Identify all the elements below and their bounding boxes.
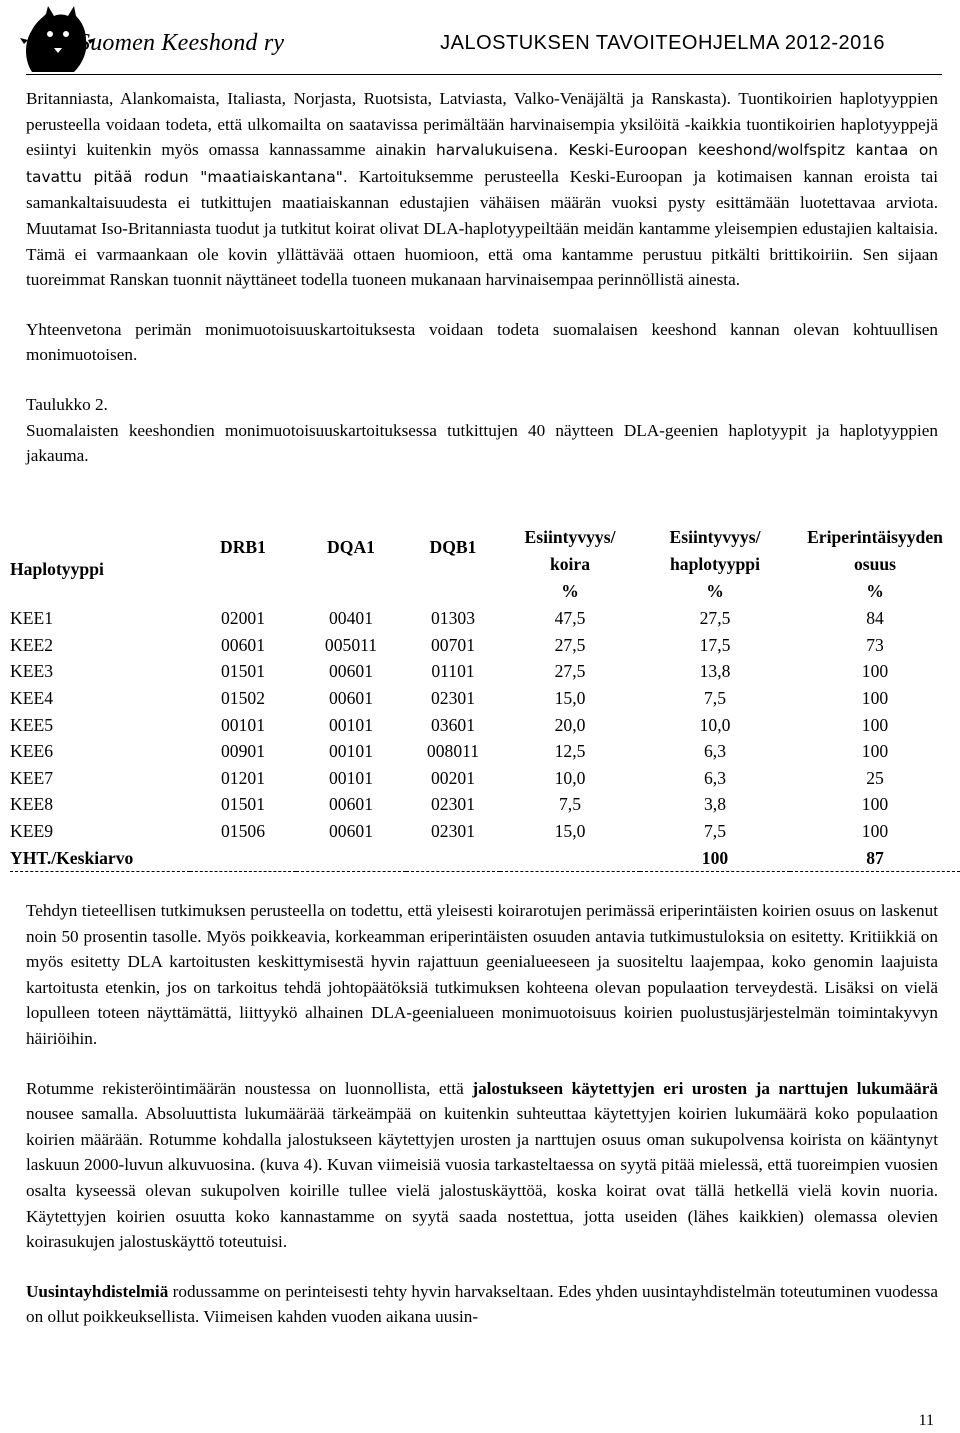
- table-row: KEE8 01501 00601 02301 7,5 3,8 100: [10, 794, 889, 815]
- table-row: KEE7 01201 00101 00201 10,0 6,3 25: [10, 767, 884, 788]
- paragraph-research: Tehdyn tieteellisen tutkimuksen perusteella on todettu, että yleisesti koirarotujen perimässä eriperintäisten koirien osuus on laskenut noin 50 prosentin tasolle. Myös poikkeavia, korkeamman eriperintäisten osuuden antavia tutkimustuloksia on esitetty. Kritiikkiä on myös esitetty DLA kartoitusten keskittymisestä hyvin rajattuun geenialueeseen ja suositeltu laajempaa, koko genomin laajuista kartoitusta etenkin, jos on tarkoitus tehdä johtopäätöksiä tutkimuksen kohteena olevan populaation terveydestä. Lisäksi on vielä lopulleen toteen näyttämättä, liittyykö alhainen DLA-geenialueen monimuotoisuus koirien puolustusjärjestelmän toimintakyvyn häiriöihin.: [26, 901, 938, 1048]
- table-caption-text: Suomalaisten keeshondien monimuotoisuuskartoituksessa tutkittujen 40 näytteen DLA-geenien haplotyypit ja haplotyyppien jakauma.: [26, 420, 938, 466]
- col-header-drb1: DRB1: [220, 537, 266, 557]
- table-caption-label: Taulukko 2.: [26, 394, 108, 414]
- col-header-frequency-haplotype: Esiintyvyys/ haplotyyppi %: [669, 527, 761, 601]
- table-row: KEE2 00601 005011 00701 27,5 17,5 73: [10, 634, 884, 655]
- paragraph-breeding-numbers: Rotumme rekisteröintimäärän noustessa on luonnollista, että jalostukseen käytettyjen eri urosten ja narttujen lukumäärä nousee samalla. Absoluuttista lukumäärää tärkeämpää on kuitenkin suhteuttaa käytettyjen koirien lukumäärä koko populaation koirien määrään. Rotumme kohdalla jalostukseen käytettyjen urosten ja narttujen osuus oman sukupolvensa koirista on kääntynyt laskuun 2000-luvun alkuvuosina. (kuva 4). Kuvan viimeisiä vuosia tarkasteltaessa on syytä pitää mielessä, että tuoreimpien vuosien osalta kyseessä olevan sukupolven koirille tullee vielä jalostuskäyttöä, koska koirat ovat tällä hetkellä vielä kovin nuoria. Käytettyjen koirien osuutta koko kannastamme on syytä saada nostettua, jotta useiden (lähes kaikkien) olemassa olevien koirasukujen jalostuskäyttö toteutuisi.: [26, 1078, 938, 1252]
- document-title: JALOSTUKSEN TAVOITEOHJELMA 2012-2016: [440, 32, 885, 54]
- page-header: [0, 0, 960, 80]
- table-summary-row: [10, 844, 960, 871]
- table-row: KEE4 01502 00601 02301 15,0 7,5 100: [10, 688, 889, 709]
- col-header-dqa1: DQA1: [327, 537, 375, 557]
- col-header-frequency-dog: Esiintyvyys/ koira %: [524, 527, 616, 601]
- table-header-row: [10, 524, 960, 605]
- summary-haplotype-total: 100: [640, 844, 790, 871]
- table-row: KEE5 00101 00101 03601 20,0 10,0 100: [10, 714, 889, 735]
- page-number: 11: [918, 1412, 934, 1429]
- summary-label: YHT./Keskiarvo: [10, 844, 190, 871]
- document-body-lower: [26, 898, 938, 1330]
- dla-haplotype-table: [10, 524, 960, 872]
- col-header-dqb1: DQB1: [429, 537, 477, 557]
- logo-text: Suomen Keeshond ry: [78, 30, 285, 56]
- table-row: KEE3 01501 00601 01101 27,5 13,8 100: [10, 661, 889, 682]
- col-header-haplotype: Haplotyyppi: [10, 559, 104, 579]
- paragraph-import-dogs: Britanniasta, Alankomaista, Italiasta, Norjasta, Ruotsista, Latviasta, Valko-Venäjältä ja Ranskasta). Tuontikoirien haplotyyppien perusteella voidaan todeta, että ulkomailta on saatavissa perimältään harvinaisempia yksilöitä -kaikkia tuontikoirien haplotyyppejä esiintyi kuitenkin myös omassa kannassamme ainakin harvalukuisena. Keski-Euroopan keeshond/wolfspitz kantaa on tavattu pitää rodun "maatiaiskantana". Kartoituksemme perusteella Keski-Euroopan ja kotimaisen kannan eroista tai samankaltaisuudesta ei tutkittujen maatiaiskannan edustajien vähäisen määrän vuoksi pysty esittämään luotettavaa arviota. Muutamat Iso-Britanniasta tuodut ja tutkitut koirat olivat DLA-haplotyypeiltään meidän kantamme yleisempien edustajien kaltaisia. Tämä ei varmaankaan ole kovin yllättävää ottaen huomioon, että oma kantamme perustuu pitkälti brittikoiriin. Sen sijaan tuoreimmat Ranskan tuonnit näyttäneet todella tuoneen mukanaan harvinaisempaa perinnöllistä ainesta.: [26, 89, 939, 290]
- table-row: KEE6 00901 00101 008011 12,5 6,3 100: [10, 741, 889, 762]
- paragraph-summary: Yhteenvetona perimän monimuotoisuuskartoituksesta voidaan todeta suomalaisen keeshond kannan olevan kohtuullisen monimuotoisen.: [26, 319, 938, 365]
- summary-heterozygosity-mean: 87: [790, 844, 960, 871]
- table-row: KEE1 02001 00401 01303 47,5 27,5 84: [10, 608, 884, 629]
- col-header-heterozygosity: Eriperintäisyyden osuus %: [807, 527, 943, 601]
- paragraph-repeat-matings: Uusintayhdistelmiä rodussamme on perinteisesti tehty hyvin harvakseltaan. Edes yhden uusintayhdistelmän toteutuminen vuodessa on ollut poikkeuksellista. Viimeisen kahden vuoden aikana uusin-: [26, 1281, 938, 1327]
- header-divider: [26, 74, 942, 75]
- document-body: [26, 86, 938, 469]
- table-row: KEE9 01506 00601 02301 15,0 7,5 100: [10, 821, 889, 842]
